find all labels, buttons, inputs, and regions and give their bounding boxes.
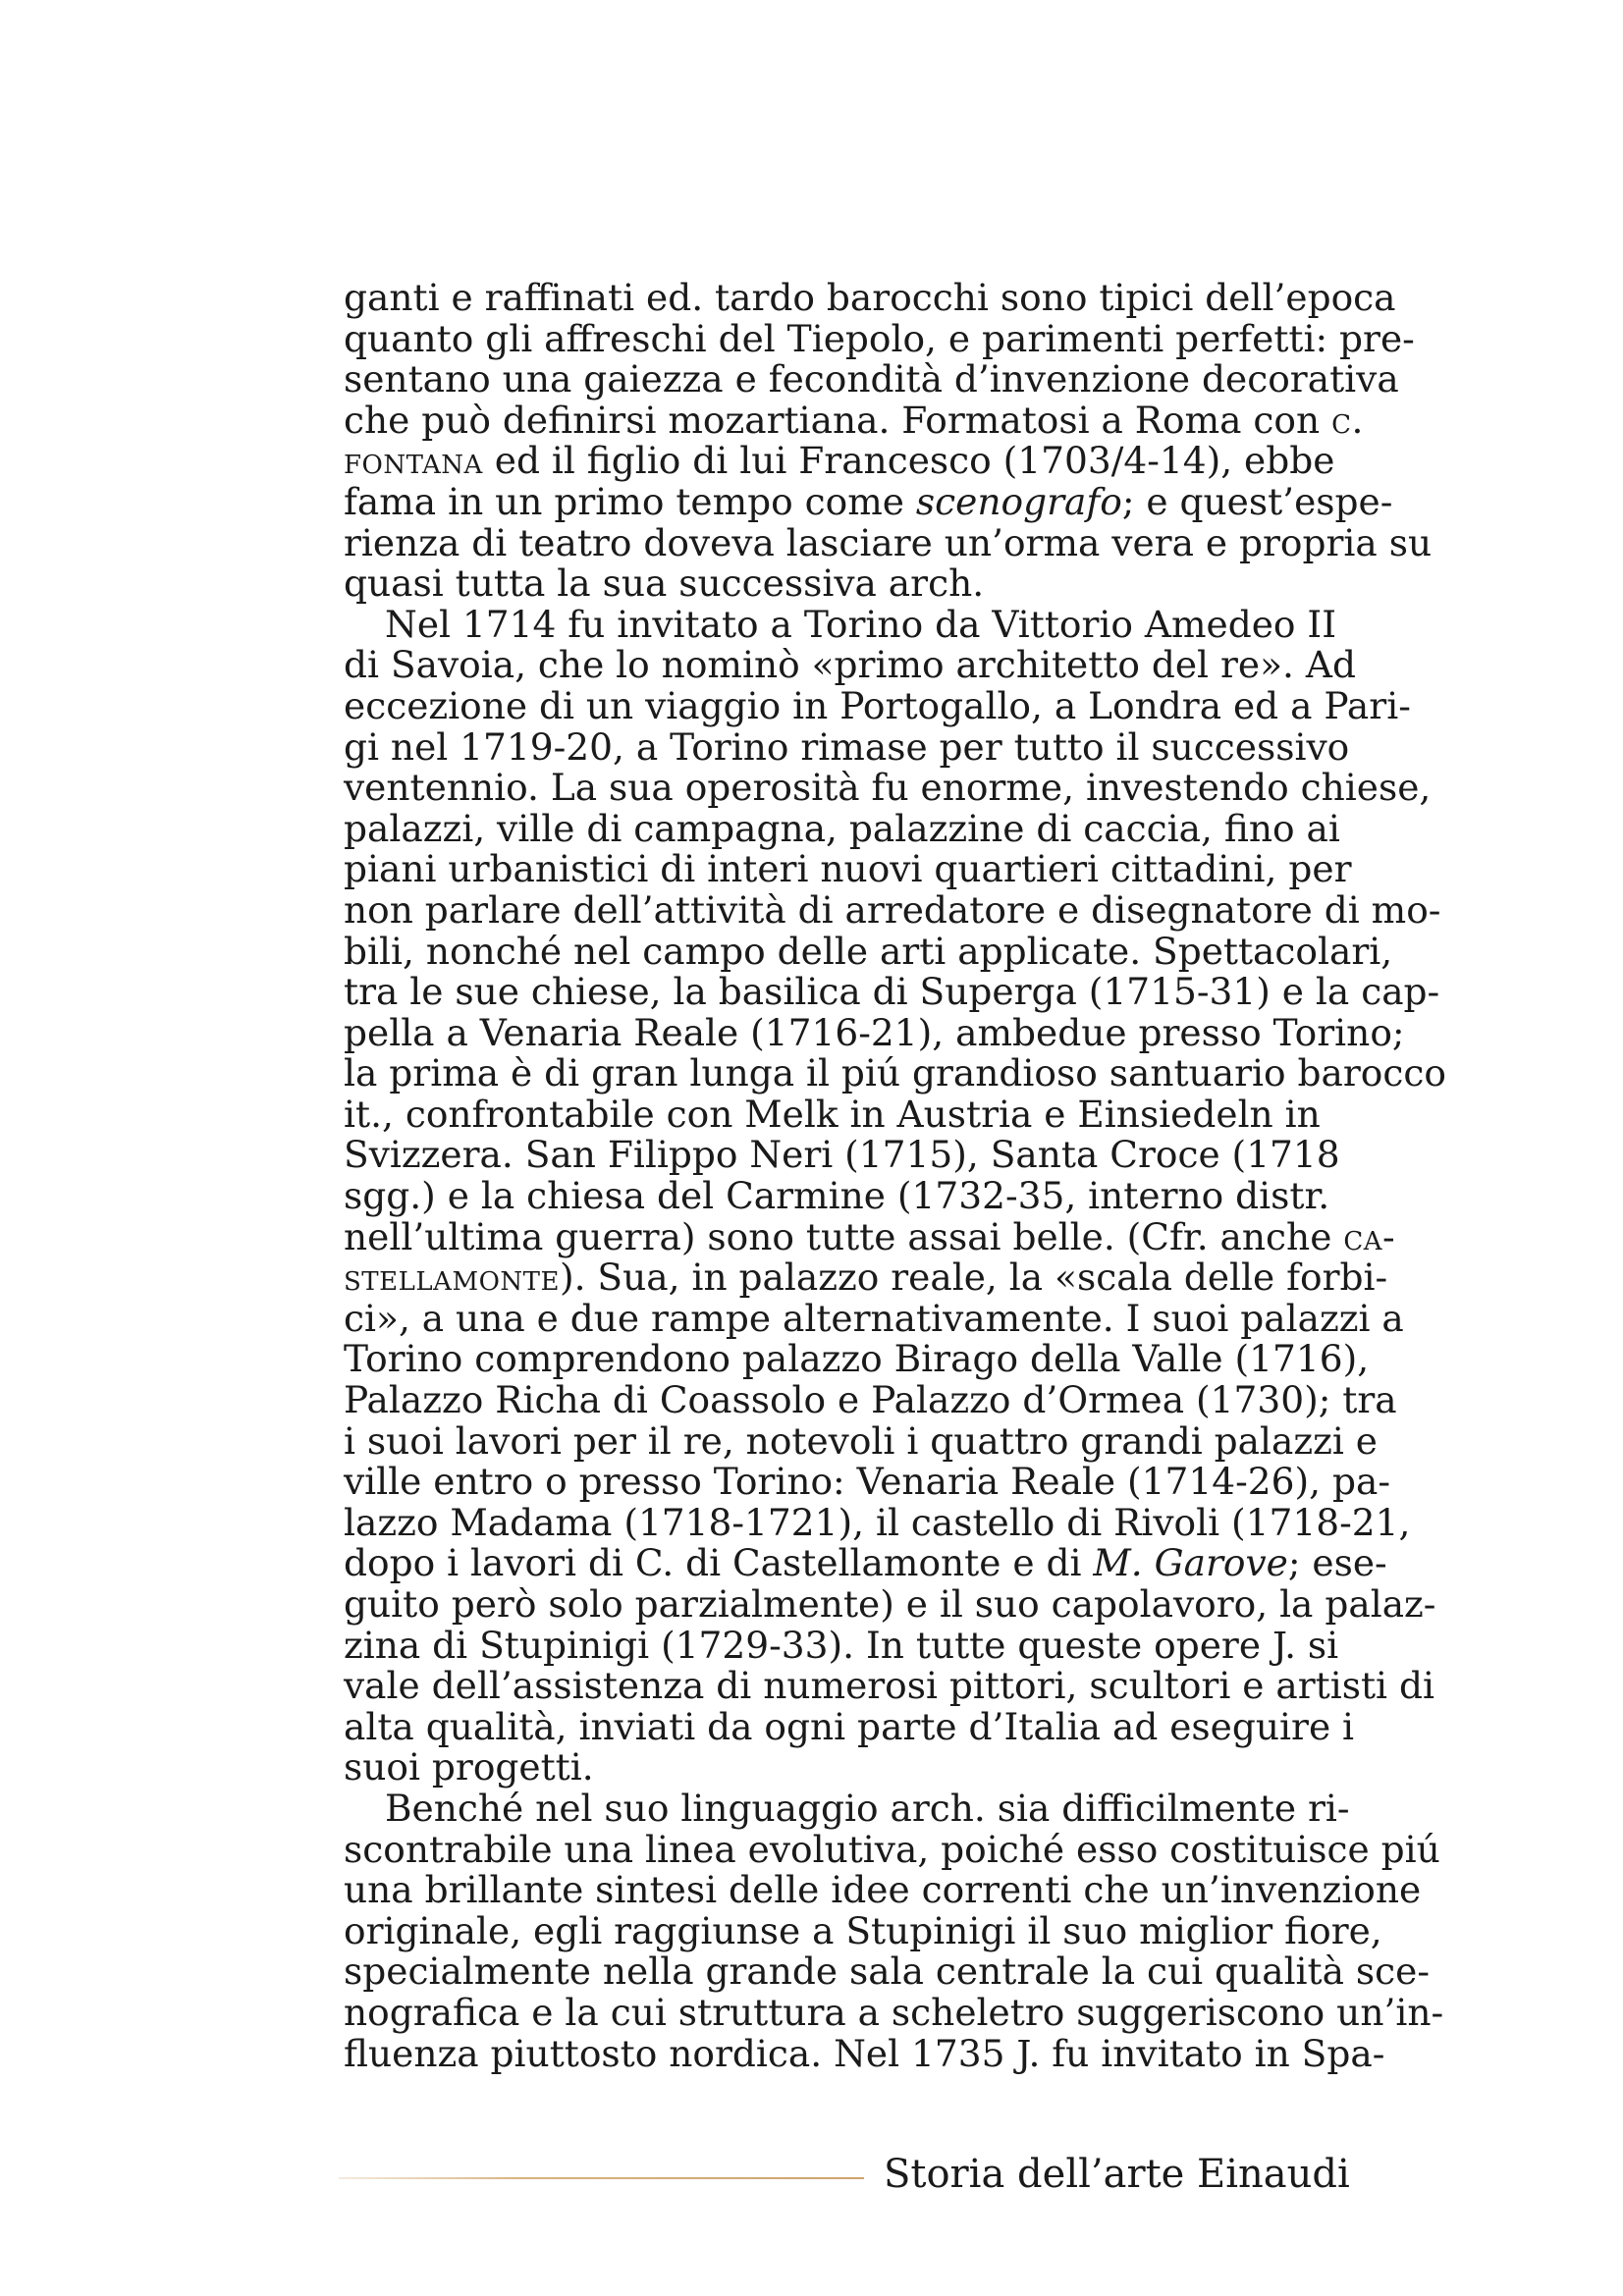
text-run: nell’ultima guerra) sono tutte assai belle. (Cfr. anche <box>344 1214 1332 1258</box>
name-ref-fontana: fontana <box>344 439 483 483</box>
text-line: di Savoia, che lo nominò «primo architetto del re». Ad <box>344 643 1356 687</box>
text-line: sgg.) e la chiesa del Carmine (1732-35, interno distr. <box>344 1174 1330 1218</box>
text-line <box>344 479 1393 523</box>
text-run: ; e quest’espe- <box>1121 479 1393 523</box>
text-line: Benché nel suo linguaggio arch. sia difficilmente ri- <box>385 1786 1350 1830</box>
text-run: dopo i lavori di C. di Castellamonte e di <box>344 1541 1082 1585</box>
text-line: bili, nonché nel campo delle arti applicate. Spettacolari, <box>344 929 1393 973</box>
text-line: eccezione di un viaggio in Portogallo, a Londra ed a Pari- <box>344 683 1411 727</box>
text-line: piani urbanistici di interi nuovi quartieri cittadini, per <box>344 847 1352 891</box>
name-ref-fontana: c. <box>1331 398 1364 442</box>
text-line: guito però solo parzialmente) e il suo capolavoro, la palaz- <box>344 1582 1436 1626</box>
text-line: Torino comprendono palazzo Birago della Valle (1716), <box>344 1337 1370 1381</box>
text-line: rienza di teatro doveva lasciare un’orma vera e propria su <box>344 520 1433 564</box>
text-line: ganti e raffinati ed. tardo barocchi sono tipici dell’epoca <box>344 276 1396 319</box>
text-line: quasi tutta la sua successiva arch. <box>344 561 985 606</box>
text-line <box>344 1214 1396 1258</box>
text-line: vale dell’assistenza di numerosi pittori, scultori e artisti di <box>344 1664 1434 1708</box>
text-line: i suoi lavori per il re, notevoli i quattro grandi palazzi e <box>344 1418 1379 1463</box>
name-ref-castellamonte: stellamonte <box>344 1255 560 1300</box>
text-run: ). Sua, in palazzo reale, la «scala delle forbi- <box>559 1255 1388 1300</box>
text-line <box>344 1541 1387 1585</box>
text-line: palazzi, ville di campagna, palazzine di caccia, fino ai <box>344 806 1340 850</box>
text-line: ventennio. La sua operosità fu enorme, investendo chiese, <box>344 766 1432 810</box>
text-line: specialmente nella grande sala centrale la cui qualità sce- <box>344 1949 1431 1994</box>
text-line: lazzo Madama (1718-1721), il castello di Rivoli (1718-21, <box>344 1500 1411 1544</box>
italic-name-garove: M. Garove <box>1093 1541 1288 1585</box>
text-run: ; ese- <box>1287 1541 1387 1585</box>
text-line <box>344 398 1364 442</box>
text-line: scontrabile una linea evolutiva, poiché esso costituisce piú <box>344 1827 1440 1871</box>
body-text <box>344 276 1446 2075</box>
text-line: una brillante sintesi delle idee correnti che un’invenzione <box>344 1868 1422 1912</box>
text-line: Svizzera. San Filippo Neri (1715), Santa Croce (1718 <box>344 1133 1340 1177</box>
text-line: tra le sue chiese, la basilica di Superga (1715-31) e la cap- <box>344 970 1440 1014</box>
text-run: che può definirsi mozartiana. Formatosi a Roma con <box>344 398 1321 442</box>
text-line: zina di Stupinigi (1729-33). In tutte queste opere J. si <box>344 1623 1339 1667</box>
text-line: Nel 1714 fu invitato a Torino da Vittorio Amedeo II <box>385 602 1337 646</box>
text-line: fluenza piuttosto nordica. Nel 1735 J. fu invitato in Spa- <box>344 2031 1385 2075</box>
text-line: originale, egli raggiunse a Stupinigi il suo miglior fiore, <box>344 1908 1382 1952</box>
text-run: fama in un primo tempo come <box>344 479 904 523</box>
text-line: nografica e la cui struttura a scheletro suggeriscono un’in- <box>344 1990 1444 2034</box>
text-line: la prima è di gran lunga il piú grandioso santuario barocco <box>344 1051 1446 1095</box>
text-line: it., confrontabile con Melk in Austria e Einsiedeln in <box>344 1092 1321 1136</box>
text-line: pella a Venaria Reale (1716-21), ambedue presso Torino; <box>344 1010 1405 1054</box>
text-line: sentano una gaiezza e fecondità d’invenzione decorativa <box>344 357 1399 401</box>
footer-title: Storia dell’arte Einaudi <box>884 2152 1350 2197</box>
text-line: alta qualità, inviati da ogni parte d’Italia ad eseguire i <box>344 1704 1355 1748</box>
name-ref-castellamonte: ca- <box>1343 1214 1396 1258</box>
text-line: Palazzo Richa di Coassolo e Palazzo d’Ormea (1730); tra <box>344 1378 1397 1422</box>
text-run: ed il figlio di lui Francesco (1703/4-14), ebbe <box>494 439 1335 483</box>
text-line <box>344 1255 1388 1300</box>
footer-rule <box>339 2177 864 2179</box>
text-line: ci», a una e due rampe alternativamente. I suoi palazzi a <box>344 1296 1404 1340</box>
text-line: quanto gli affreschi del Tiepolo, e parimenti perfetti: pre- <box>344 316 1415 360</box>
text-line: non parlare dell’attività di arredatore e disegnatore di mo- <box>344 887 1441 932</box>
text-line <box>344 439 1335 483</box>
text-line: gi nel 1719-20, a Torino rimase per tutto il successivo <box>344 724 1350 769</box>
text-line: suoi progetti. <box>344 1745 594 1789</box>
italic-term: scenografo <box>915 479 1122 523</box>
text-line: ville entro o presso Torino: Venaria Reale (1714-26), pa- <box>344 1460 1390 1504</box>
